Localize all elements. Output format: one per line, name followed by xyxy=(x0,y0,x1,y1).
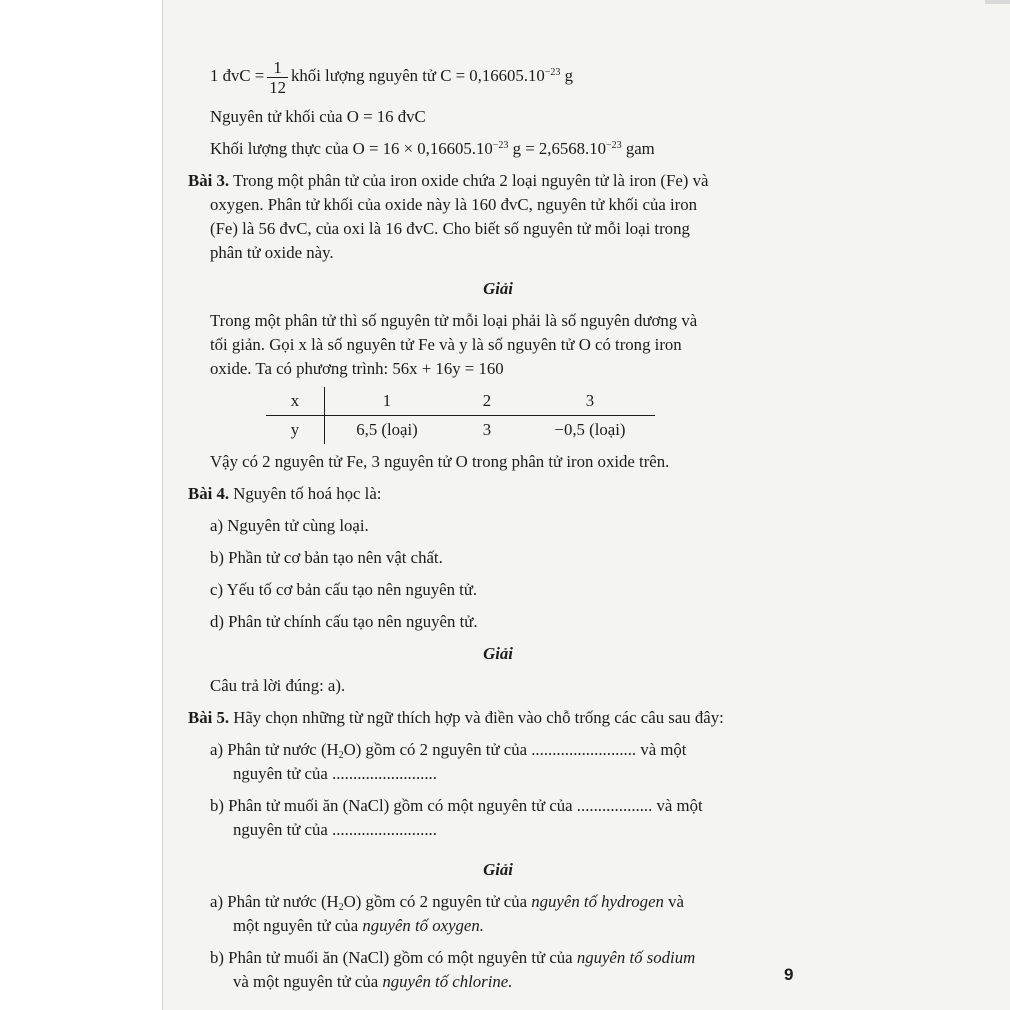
atomic-mass-oxygen: Nguyên tử khối của O = 16 đvC xyxy=(210,107,426,126)
bai5-question-a xyxy=(188,738,808,786)
formula-dvc xyxy=(188,55,808,97)
bai4-option-d: d) Phân tử chính cấu tạo nên nguyên tử. xyxy=(210,612,478,631)
table-header-x: x xyxy=(266,387,325,416)
table-header-y: y xyxy=(266,416,325,445)
page-content xyxy=(188,55,808,994)
bai3-solution-line-2: tối giản. Gọi x là số nguyên tử Fe và y là số nguyên tử O có trong iron xyxy=(210,335,682,354)
bai3-solution-heading: Giải xyxy=(483,279,513,298)
bai5-label: Bài 5. xyxy=(188,708,230,727)
bai5-aa-part-3: và xyxy=(663,892,684,911)
table-row-y xyxy=(266,416,655,445)
formula-dvc-left: 1 đvC = xyxy=(210,66,265,85)
bai5-solution-heading: Giải xyxy=(483,860,513,879)
subscript-2: 2 xyxy=(338,750,344,761)
fraction-denominator: 12 xyxy=(269,77,287,97)
bai4-question-text: Nguyên tố hoá học là: xyxy=(233,484,382,503)
bai3-line-1-text: Trong một phân tử của iron oxide chứa 2 loại nguyên tử là iron (Fe) và xyxy=(232,171,709,190)
formula-dvc-exponent: −23 xyxy=(544,67,561,78)
bai5-question-text: Hãy chọn những từ ngữ thích hợp và điền vào chỗ trống các câu sau đây: xyxy=(233,708,724,727)
bai5-question-b xyxy=(188,794,808,842)
bai5-ab-part-2: và một nguyên tử của xyxy=(233,972,383,991)
bai3-solution-line-3: oxide. Ta có phương trình: 56x + 16y = 160 xyxy=(210,359,504,378)
bai4-solution-heading: Giải xyxy=(483,644,513,663)
bai5-qa-part-1: a) Phân tử nước (H xyxy=(210,740,339,759)
bai4-answer: Câu trả lời đúng: a). xyxy=(210,676,346,695)
bai5-question xyxy=(188,706,808,730)
answer-hydrogen: nguyên tố hydrogen xyxy=(531,892,664,911)
table-cell-y-3: −0,5 (loại) xyxy=(554,420,626,439)
bai3-question-line-4: phân tử oxide này. xyxy=(210,243,334,262)
bai5-ab-part-1: b) Phân tử muối ăn (NaCl) gồm có một nguyên tử của xyxy=(210,948,577,967)
bai4-option-a: a) Nguyên tử cùng loại. xyxy=(210,516,369,535)
table-row-x xyxy=(266,387,655,416)
bai5-answer-b xyxy=(188,946,808,994)
bai5-qa-part-2: O) gồm có 2 nguyên tử của ......................... và một xyxy=(343,740,687,759)
bai4-question xyxy=(188,482,808,506)
bai5-answer-a xyxy=(188,890,808,938)
bai4-option-c: c) Yếu tố cơ bản cấu tạo nên nguyên tử. xyxy=(210,580,478,599)
table-cell-x-3: 3 xyxy=(525,387,655,416)
answer-sodium: nguyên tố sodium xyxy=(576,948,696,967)
bai3-conclusion: Vậy có 2 nguyên tử Fe, 3 nguyên tử O trong phân tử iron oxide trên. xyxy=(210,452,670,471)
real-mass-oxygen xyxy=(188,137,808,161)
table-cell-y-1: 6,5 (loại) xyxy=(356,420,418,439)
bai5-qa-part-3: nguyên tử của ......................... xyxy=(233,764,437,783)
fraction-numerator: 1 xyxy=(267,58,288,78)
bai5-qb-part-1: b) Phân tử muối ăn (NaCl) gồm có một nguyên tử của .................. và một xyxy=(210,796,703,815)
xy-value-table xyxy=(266,387,655,444)
bai5-aa-part-1: a) Phân tử nước (H xyxy=(210,892,339,911)
real-mass-part-b: g = 2,6568.10 xyxy=(512,139,606,158)
bai3-question-line-3: (Fe) là 56 đvC, của oxi là 16 đvC. Cho biết số nguyên tử mỗi loại trong xyxy=(210,219,690,238)
bai4-label: Bài 4. xyxy=(188,484,230,503)
answer-oxygen: nguyên tố oxygen. xyxy=(362,916,484,935)
subscript-2: 2 xyxy=(338,902,344,913)
real-mass-part-a: Khối lượng thực của O = 16 × 0,16605.10 xyxy=(210,139,493,158)
page-number: 9 xyxy=(784,965,794,984)
bai3-question-line-2: oxygen. Phân tử khối của oxide này là 160 đvC, nguyên tử khối của iron xyxy=(210,195,698,214)
table-cell-x-2: 2 xyxy=(449,387,525,416)
bai5-aa-part-2: O) gồm có 2 nguyên tử của xyxy=(343,892,532,911)
bai5-qb-part-2: nguyên tử của ......................... xyxy=(233,820,437,839)
bai3-solution-line-1: Trong một phân tử thì số nguyên tử mỗi loại phải là số nguyên dương và xyxy=(210,311,698,330)
real-mass-exp-2: −23 xyxy=(606,140,622,151)
bai3-label: Bài 3. xyxy=(188,171,230,190)
bai5-aa-part-4: một nguyên tử của xyxy=(233,916,363,935)
fraction-one-twelfth xyxy=(267,58,288,97)
answer-chlorine: nguyên tố chlorine. xyxy=(382,972,513,991)
table-cell-y-2: 3 xyxy=(482,420,492,439)
formula-dvc-unit: g xyxy=(564,66,574,85)
real-mass-exp-1: −23 xyxy=(492,140,509,151)
bai3-question-line-1 xyxy=(188,169,808,193)
scan-corner-mark xyxy=(985,0,1010,4)
bai4-option-b: b) Phần tử cơ bản tạo nên vật chất. xyxy=(210,548,443,567)
real-mass-part-c: gam xyxy=(625,139,655,158)
table-cell-x-1: 1 xyxy=(325,387,450,416)
formula-dvc-right: khối lượng nguyên tử C = 0,16605.10 xyxy=(291,66,545,85)
